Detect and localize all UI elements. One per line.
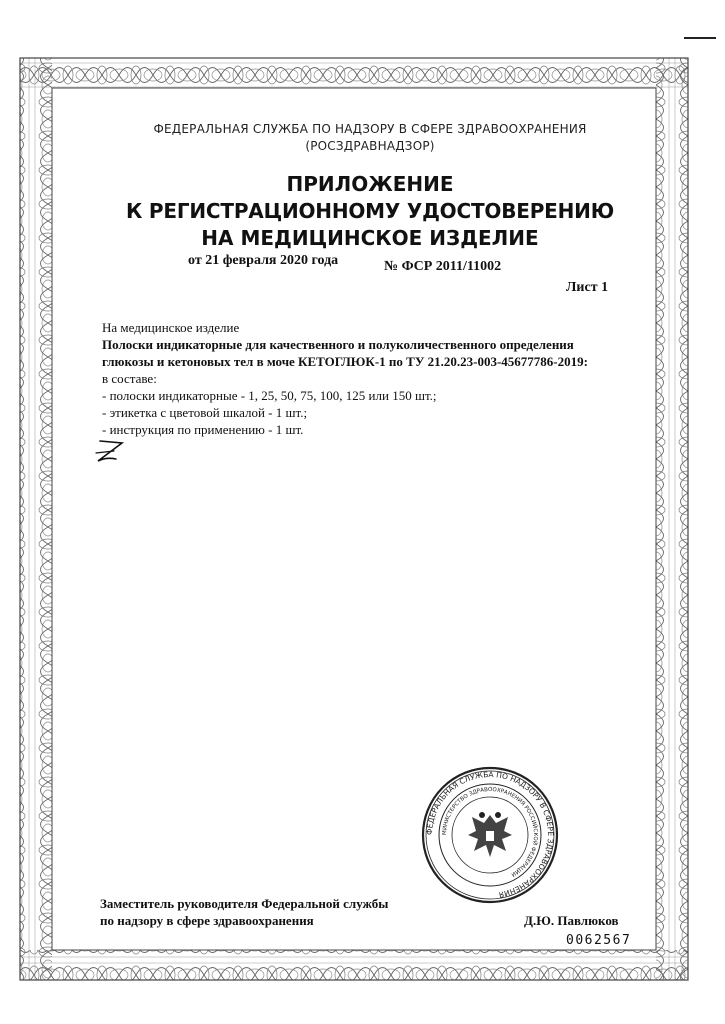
document-subtitle-2: НА МЕДИЦИНСКОЕ ИЗДЕЛИЕ (201, 226, 539, 250)
document-title: ПРИЛОЖЕНИЕ (286, 172, 454, 196)
signatory-title-line1: Заместитель руководителя Федеральной службы (100, 896, 389, 911)
registration-number: № ФСР 2011/11002 (384, 259, 502, 274)
agency-name: ФЕДЕРАЛЬНАЯ СЛУЖБА ПО НАДЗОРУ В СФЕРЕ ЗДРАВООХРАНЕНИЯ (153, 122, 587, 136)
double-headed-eagle-icon (468, 812, 512, 857)
product-name-line2: глюкозы и кетоновых тел в моче КЕТОГЛЮК-1 по ТУ 21.20.23-003-45677786-2019: (102, 354, 588, 369)
official-seal (420, 765, 560, 905)
agency-abbreviation: (РОСЗДРАВНАДЗОР) (305, 139, 435, 153)
product-name-line1: Полоски индикаторные для качественного и полуколичественного определения (102, 337, 574, 352)
document-subtitle: К РЕГИСТРАЦИОННОМУ УДОСТОВЕРЕНИЮ (126, 199, 614, 223)
seal-inner-text: МИНИСТЕРСТВО ЗДРАВООХРАНЕНИЯ РОССИЙСКОЙ ФЕДЕРАЦИИ (441, 786, 539, 878)
intro-text: На медицинское изделие (102, 320, 240, 335)
serial-number: 0062567 (566, 933, 632, 948)
list-item: - этикетка с цветовой шкалой - 1 шт.; (102, 405, 308, 420)
list-item: - полоски индикаторные - 1, 25, 50, 75, 100, 125 или 150 шт.; (102, 388, 437, 403)
issue-date: от 21 февраля 2020 года (188, 253, 339, 268)
list-item: - инструкция по применению - 1 шт. (102, 422, 304, 437)
seal-outer-text: ФЕДЕРАЛЬНАЯ СЛУЖБА ПО НАДЗОРУ В СФЕРЕ ЗДРАВООХРАНЕНИЯ (424, 769, 556, 900)
sheet-number: Лист 1 (566, 280, 609, 295)
composition-label: в составе: (102, 371, 157, 386)
handwritten-z-mark (92, 437, 132, 467)
signatory-name: Д.Ю. Павлюков (524, 913, 619, 928)
signatory-title-line2: по надзору в сфере здравоохранения (100, 913, 314, 928)
